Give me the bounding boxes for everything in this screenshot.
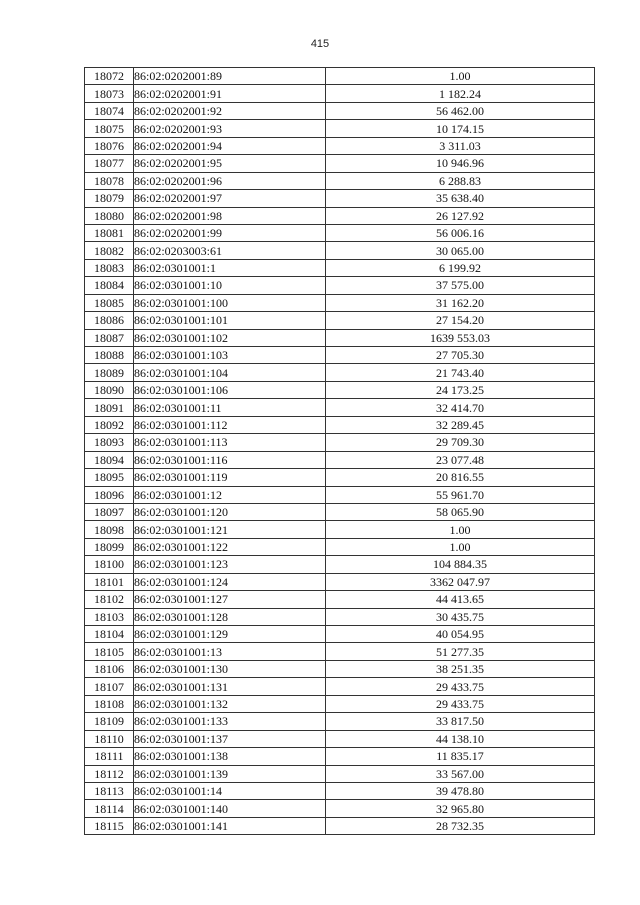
cadastral-number: 86:02:0301001:103 xyxy=(134,347,326,364)
cadastral-value: 1.00 xyxy=(326,538,595,555)
table-row xyxy=(85,259,595,276)
row-number: 18108 xyxy=(85,695,134,712)
table-row xyxy=(85,486,595,503)
table-row xyxy=(85,399,595,416)
table-row xyxy=(85,451,595,468)
cadastral-value: 11 835.17 xyxy=(326,748,595,765)
row-number: 18095 xyxy=(85,469,134,486)
cadastral-value: 32 289.45 xyxy=(326,416,595,433)
cadastral-number: 86:02:0301001:14 xyxy=(134,782,326,799)
table-row xyxy=(85,521,595,538)
table-row xyxy=(85,626,595,643)
table-row xyxy=(85,120,595,137)
cadastral-number: 86:02:0202001:95 xyxy=(134,155,326,172)
cadastral-value: 27 705.30 xyxy=(326,347,595,364)
cadastral-number: 86:02:0301001:124 xyxy=(134,573,326,590)
row-number: 18080 xyxy=(85,207,134,224)
row-number: 18084 xyxy=(85,277,134,294)
table-row xyxy=(85,800,595,817)
row-number: 18092 xyxy=(85,416,134,433)
row-number: 18100 xyxy=(85,556,134,573)
cadastral-number: 86:02:0301001:1 xyxy=(134,259,326,276)
cadastral-value: 1 182.24 xyxy=(326,85,595,102)
row-number: 18088 xyxy=(85,347,134,364)
row-number: 18076 xyxy=(85,137,134,154)
row-number: 18081 xyxy=(85,224,134,241)
row-number: 18096 xyxy=(85,486,134,503)
cadastral-value: 33 567.00 xyxy=(326,765,595,782)
registry-table xyxy=(84,67,595,835)
cadastral-value: 40 054.95 xyxy=(326,626,595,643)
table-row xyxy=(85,573,595,590)
cadastral-number: 86:02:0301001:104 xyxy=(134,364,326,381)
cadastral-number: 86:02:0301001:139 xyxy=(134,765,326,782)
cadastral-value: 26 127.92 xyxy=(326,207,595,224)
cadastral-number: 86:02:0202001:92 xyxy=(134,102,326,119)
cadastral-value: 30 065.00 xyxy=(326,242,595,259)
cadastral-value: 56 462.00 xyxy=(326,102,595,119)
row-number: 18087 xyxy=(85,329,134,346)
row-number: 18105 xyxy=(85,643,134,660)
cadastral-value: 56 006.16 xyxy=(326,224,595,241)
row-number: 18113 xyxy=(85,782,134,799)
cadastral-number: 86:02:0301001:141 xyxy=(134,817,326,834)
row-number: 18112 xyxy=(85,765,134,782)
row-number: 18101 xyxy=(85,573,134,590)
row-number: 18114 xyxy=(85,800,134,817)
table-row xyxy=(85,277,595,294)
cadastral-value: 32 414.70 xyxy=(326,399,595,416)
table-row xyxy=(85,660,595,677)
table-row xyxy=(85,347,595,364)
cadastral-value: 1639 553.03 xyxy=(326,329,595,346)
cadastral-number: 86:02:0301001:106 xyxy=(134,381,326,398)
cadastral-number: 86:02:0301001:140 xyxy=(134,800,326,817)
cadastral-number: 86:02:0301001:13 xyxy=(134,643,326,660)
row-number: 18085 xyxy=(85,294,134,311)
row-number: 18115 xyxy=(85,817,134,834)
table-row xyxy=(85,85,595,102)
table-row xyxy=(85,765,595,782)
cadastral-value: 27 154.20 xyxy=(326,312,595,329)
cadastral-value: 6 288.83 xyxy=(326,172,595,189)
cadastral-number: 86:02:0301001:120 xyxy=(134,503,326,520)
row-number: 18107 xyxy=(85,678,134,695)
row-number: 18074 xyxy=(85,102,134,119)
cadastral-number: 86:02:0301001:132 xyxy=(134,695,326,712)
cadastral-number: 86:02:0301001:130 xyxy=(134,660,326,677)
cadastral-value: 32 965.80 xyxy=(326,800,595,817)
table-row xyxy=(85,155,595,172)
cadastral-value: 29 433.75 xyxy=(326,695,595,712)
cadastral-number: 86:02:0301001:119 xyxy=(134,469,326,486)
cadastral-number: 86:02:0301001:133 xyxy=(134,713,326,730)
row-number: 18103 xyxy=(85,608,134,625)
row-number: 18111 xyxy=(85,748,134,765)
table-row xyxy=(85,242,595,259)
table-row xyxy=(85,68,595,85)
cadastral-value: 44 138.10 xyxy=(326,730,595,747)
table-row xyxy=(85,538,595,555)
table-row xyxy=(85,312,595,329)
cadastral-number: 86:02:0301001:137 xyxy=(134,730,326,747)
cadastral-value: 38 251.35 xyxy=(326,660,595,677)
cadastral-value: 29 433.75 xyxy=(326,678,595,695)
table-row xyxy=(85,695,595,712)
cadastral-value: 21 743.40 xyxy=(326,364,595,381)
cadastral-number: 86:02:0202001:91 xyxy=(134,85,326,102)
cadastral-number: 86:02:0301001:123 xyxy=(134,556,326,573)
table-row xyxy=(85,678,595,695)
cadastral-number: 86:02:0301001:12 xyxy=(134,486,326,503)
cadastral-value: 55 961.70 xyxy=(326,486,595,503)
row-number: 18106 xyxy=(85,660,134,677)
row-number: 18093 xyxy=(85,434,134,451)
cadastral-value: 31 162.20 xyxy=(326,294,595,311)
table-row xyxy=(85,381,595,398)
row-number: 18086 xyxy=(85,312,134,329)
cadastral-value: 30 435.75 xyxy=(326,608,595,625)
cadastral-value: 35 638.40 xyxy=(326,190,595,207)
cadastral-number: 86:02:0202001:89 xyxy=(134,68,326,85)
row-number: 18078 xyxy=(85,172,134,189)
cadastral-number: 86:02:0301001:121 xyxy=(134,521,326,538)
cadastral-value: 29 709.30 xyxy=(326,434,595,451)
cadastral-value: 37 575.00 xyxy=(326,277,595,294)
table-row xyxy=(85,730,595,747)
table-row xyxy=(85,207,595,224)
row-number: 18104 xyxy=(85,626,134,643)
table-row xyxy=(85,294,595,311)
table-row xyxy=(85,556,595,573)
table-row xyxy=(85,434,595,451)
cadastral-value: 44 413.65 xyxy=(326,591,595,608)
table-row xyxy=(85,748,595,765)
cadastral-value: 24 173.25 xyxy=(326,381,595,398)
cadastral-value: 20 816.55 xyxy=(326,469,595,486)
table-row xyxy=(85,416,595,433)
cadastral-number: 86:02:0301001:138 xyxy=(134,748,326,765)
table-row xyxy=(85,591,595,608)
table-row xyxy=(85,817,595,834)
row-number: 18079 xyxy=(85,190,134,207)
cadastral-value: 104 884.35 xyxy=(326,556,595,573)
cadastral-number: 86:02:0301001:112 xyxy=(134,416,326,433)
cadastral-number: 86:02:0202001:94 xyxy=(134,137,326,154)
cadastral-number: 86:02:0301001:102 xyxy=(134,329,326,346)
cadastral-number: 86:02:0301001:128 xyxy=(134,608,326,625)
row-number: 18082 xyxy=(85,242,134,259)
cadastral-value: 3362 047.97 xyxy=(326,573,595,590)
cadastral-number: 86:02:0301001:122 xyxy=(134,538,326,555)
cadastral-value: 1.00 xyxy=(326,68,595,85)
cadastral-number: 86:02:0301001:10 xyxy=(134,277,326,294)
registry-rows xyxy=(85,68,595,835)
table-row xyxy=(85,643,595,660)
row-number: 18098 xyxy=(85,521,134,538)
cadastral-number: 86:02:0301001:129 xyxy=(134,626,326,643)
row-number: 18099 xyxy=(85,538,134,555)
cadastral-value: 28 732.35 xyxy=(326,817,595,834)
row-number: 18072 xyxy=(85,68,134,85)
cadastral-value: 58 065.90 xyxy=(326,503,595,520)
table-row xyxy=(85,137,595,154)
cadastral-number: 86:02:0203003:61 xyxy=(134,242,326,259)
cadastral-value: 10 174.15 xyxy=(326,120,595,137)
row-number: 18077 xyxy=(85,155,134,172)
row-number: 18090 xyxy=(85,381,134,398)
page-number: 415 xyxy=(310,38,330,50)
cadastral-number: 86:02:0301001:116 xyxy=(134,451,326,468)
row-number: 18094 xyxy=(85,451,134,468)
cadastral-number: 86:02:0301001:127 xyxy=(134,591,326,608)
row-number: 18075 xyxy=(85,120,134,137)
row-number: 18091 xyxy=(85,399,134,416)
table-row xyxy=(85,329,595,346)
row-number: 18083 xyxy=(85,259,134,276)
cadastral-value: 23 077.48 xyxy=(326,451,595,468)
table-row xyxy=(85,713,595,730)
table-row xyxy=(85,503,595,520)
row-number: 18089 xyxy=(85,364,134,381)
row-number: 18073 xyxy=(85,85,134,102)
table-row xyxy=(85,102,595,119)
cadastral-value: 1.00 xyxy=(326,521,595,538)
cadastral-value: 33 817.50 xyxy=(326,713,595,730)
table-row xyxy=(85,224,595,241)
row-number: 18097 xyxy=(85,503,134,520)
cadastral-number: 86:02:0301001:131 xyxy=(134,678,326,695)
cadastral-value: 51 277.35 xyxy=(326,643,595,660)
cadastral-number: 86:02:0301001:100 xyxy=(134,294,326,311)
cadastral-value: 10 946.96 xyxy=(326,155,595,172)
row-number: 18109 xyxy=(85,713,134,730)
cadastral-number: 86:02:0202001:97 xyxy=(134,190,326,207)
table-row xyxy=(85,190,595,207)
row-number: 18110 xyxy=(85,730,134,747)
cadastral-value: 3 311.03 xyxy=(326,137,595,154)
cadastral-value: 39 478.80 xyxy=(326,782,595,799)
cadastral-number: 86:02:0301001:101 xyxy=(134,312,326,329)
table-row xyxy=(85,608,595,625)
cadastral-number: 86:02:0202001:98 xyxy=(134,207,326,224)
cadastral-number: 86:02:0202001:93 xyxy=(134,120,326,137)
row-number: 18102 xyxy=(85,591,134,608)
cadastral-value: 6 199.92 xyxy=(326,259,595,276)
table-row xyxy=(85,469,595,486)
table-row xyxy=(85,364,595,381)
table-row xyxy=(85,782,595,799)
cadastral-number: 86:02:0202001:99 xyxy=(134,224,326,241)
cadastral-number: 86:02:0202001:96 xyxy=(134,172,326,189)
cadastral-number: 86:02:0301001:113 xyxy=(134,434,326,451)
table-row xyxy=(85,172,595,189)
cadastral-number: 86:02:0301001:11 xyxy=(134,399,326,416)
